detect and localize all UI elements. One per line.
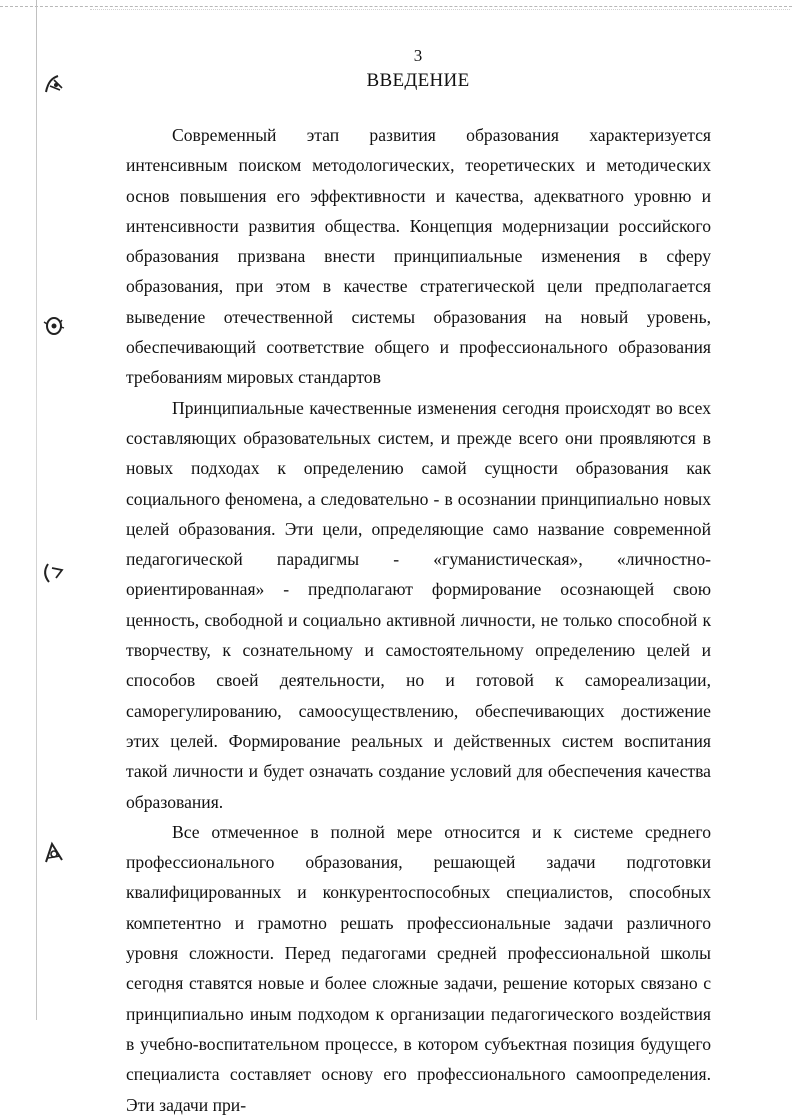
body-text (126, 120, 711, 1120)
page-title: ВВЕДЕНИЕ (366, 70, 470, 91)
scan-top-edge-dots (90, 9, 790, 11)
paragraph-1: Современный этап развития образования характеризуется интенсивным поиском методологических, теоретических и методических основ повышения его эффективности и качества, адекватного уровню и интенсивности развития общества. Концепция модернизации российского образования призвана внести принципиальные изменения в сферу образования, при этом в качестве стратегической цели предполагается выведение отечественной системы образования на новый уровень, обеспечивающий соответствие общего и профессионального образования требованиям мировых стандартов (126, 125, 711, 388)
paragraph-2: Принципиальные качественные изменения сегодня происходят во всех составляющих образовательных систем, и прежде всего они проявляются в новых подходах к определению самой сущности образования как социального феномена, а следовательно - в осознании принципиально новых целей образования. Эти цели, определяющие само название современной педагогической парадигмы - «гуманистическая», «личностно-ориентированная» - предполагают формирование осознающей свою ценность, свободной и социально активной личности, не только способной к творчеству, к сознательному и самостоятельному определению целей и способов своей деятельности, но и готовой к самореализации, саморегулированию, самоосуществлению, обеспечивающих достижение этих целей. Формирование реальных и действенных систем воспитания такой личности и будет означать создание условий для обеспечения качества образования. (126, 397, 711, 812)
punch-mark-icon (40, 312, 68, 340)
punch-mark-icon (40, 558, 68, 586)
page-number: 3 (413, 46, 423, 65)
scan-left-edge (36, 0, 37, 1020)
paragraph-3: Все отмеченное в полной мере относится и к системе среднего профессионального образования, решающей задачи подготовки квалифицированных и конкурентоспособных специалистов, способных компетентно и грамотно решать профессиональные задачи различного уровня сложности. Перед педагогами средней профессиональной школы сегодня ставятся новые и более сложные задачи, решение которых связано с принципиально иным подходом к организации педагогического воздействия в учебно-воспитательном процессе, в котором субъектная позиция будущего специалиста составляет основу его профессионального самоопределения. Эти задачи при- (126, 821, 711, 1115)
scan-top-edge (0, 6, 792, 8)
punch-mark-icon (40, 838, 68, 866)
